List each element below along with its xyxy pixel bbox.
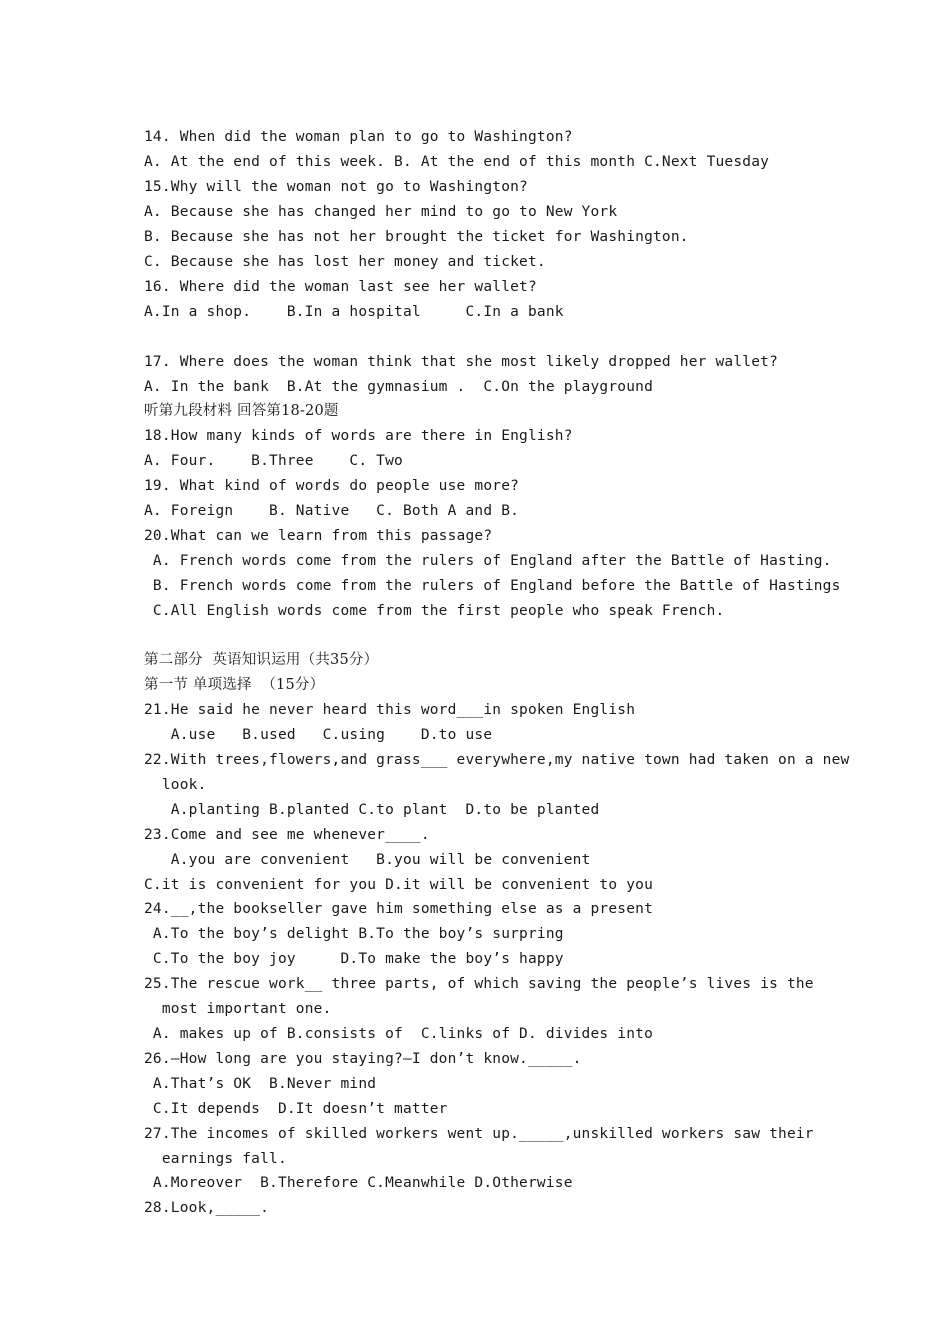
question-23: 23.Come and see me whenever____. [144,827,430,843]
question-24-options-cd: C.To the boy joy D.To make the boy’s happy [144,951,564,967]
question-20-option-b: B. French words come from the rulers of England before the Battle of Hastings [144,578,841,594]
question-21: 21.He said he never heard this word___in spoken English [144,702,636,718]
question-22-options: A.planting B.planted C.to plant D.to be planted [144,802,600,818]
question-22-continued: look. [144,777,207,793]
question-17-options: A. In the bank B.At the gymnasium . C.On the playground [144,379,653,395]
question-20-option-c: C.All English words come from the first people who speak French. [144,603,725,619]
question-18-options: A. Four. B.Three C. Two [144,453,403,469]
question-14-options: A. At the end of this week. B. At the end of this month C.Next Tuesday [144,154,770,170]
question-21-options: A.use B.used C.using D.to use [144,727,493,743]
question-27: 27.The incomes of skilled workers went up._____,unskilled workers saw their [144,1126,814,1142]
question-23-options-ab: A.you are convenient B.you will be convenient [144,852,591,868]
question-25: 25.The rescue work__ three parts, of which saving the people’s lives is the [144,976,814,992]
question-25-options: A. makes up of B.consists of C.links of D. divides into [144,1026,653,1042]
question-26-options-cd: C.It depends D.It doesn’t matter [144,1101,448,1117]
question-15: 15.Why will the woman not go to Washington? [144,179,528,195]
question-24-options-ab: A.To the boy’s delight B.To the boy’s surpring [144,926,564,942]
question-27-continued: earnings fall. [144,1151,287,1167]
question-22: 22.With trees,flowers,and grass___ everywhere,my native town had taken on a new [144,752,850,768]
question-27-options: A.Moreover B.Therefore C.Meanwhile D.Otherwise [144,1175,573,1191]
question-18: 18.How many kinds of words are there in English? [144,428,573,444]
question-26: 26.—How long are you staying?—I don’t know._____. [144,1051,582,1067]
question-15-option-c: C. Because she has lost her money and ticket. [144,254,546,270]
question-16-options: A.In a shop. B.In a hospital C.In a bank [144,304,564,320]
question-14: 14. When did the woman plan to go to Washington? [144,129,573,145]
section-one-heading: 第一节 单项选择 （15分） [144,677,325,693]
question-26-options-ab: A.That’s OK B.Never mind [144,1076,377,1092]
question-24: 24.__,the bookseller gave him something else as a present [144,901,653,917]
question-20-option-a: A. French words come from the rulers of England after the Battle of Hasting. [144,553,832,569]
question-20: 20.What can we learn from this passage? [144,528,493,544]
question-15-option-b: B. Because she has not her brought the ticket for Washington. [144,229,689,245]
question-19-options: A. Foreign B. Native C. Both A and B. [144,503,520,519]
question-25-continued: most important one. [144,1001,332,1017]
section-nine-heading: 听第九段材料 回答第18-20题 [144,403,339,419]
question-28: 28.Look,_____. [144,1200,270,1216]
question-19: 19. What kind of words do people use more? [144,478,520,494]
question-15-option-a: A. Because she has changed her mind to go to New York [144,204,618,220]
question-16: 16. Where did the woman last see her wallet? [144,279,537,295]
question-17: 17. Where does the woman think that she most likely dropped her wallet? [144,354,779,370]
part-two-heading: 第二部分 英语知识运用（共35分） [144,652,379,668]
question-23-options-cd: C.it is convenient for you D.it will be convenient to you [144,877,653,893]
